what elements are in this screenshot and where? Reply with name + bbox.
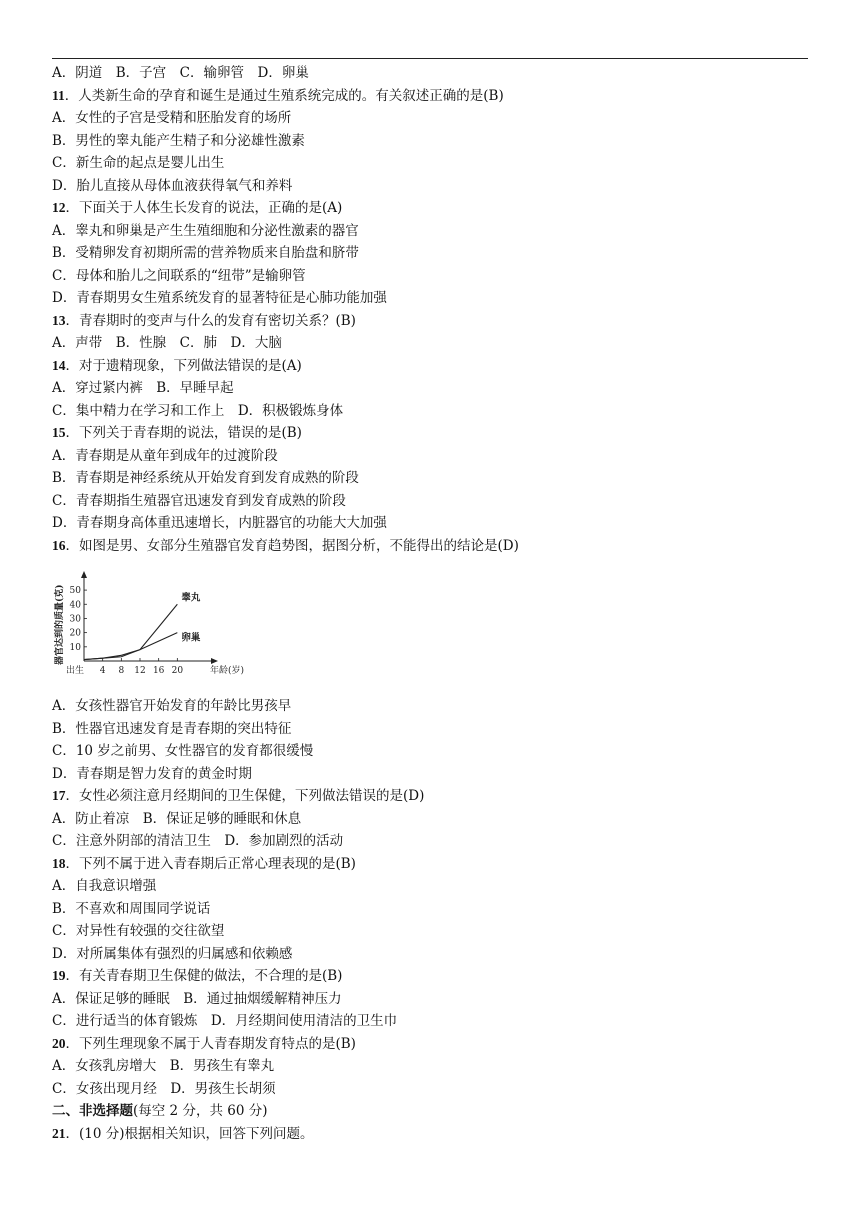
line-text: ．下列关于青春期的说法，错误的是(B): [65, 425, 302, 441]
option-line: [52, 107, 812, 130]
option-line: [52, 490, 812, 513]
x-axis-label: 年龄(岁): [210, 666, 245, 676]
option-line: [52, 220, 812, 243]
line-text: A．青春期是从童年到成年的过渡阶段: [52, 447, 278, 464]
option-line: [52, 377, 812, 400]
question-number: 19: [52, 968, 66, 983]
option-line: [52, 62, 812, 85]
line-text: A．女孩乳房增大 B．男孩生有睾丸: [52, 1058, 275, 1074]
x-tick-label: 8: [118, 666, 125, 676]
x-tick-label: 4: [99, 666, 106, 676]
option-line: [52, 400, 812, 423]
line-text: ．对于遗精现象，下列做法错误的是(A): [65, 357, 302, 374]
line-text: C．注意外阴部的清洁卫生 D．参加剧烈的活动: [52, 833, 344, 849]
line-text: C．进行适当的体育锻炼 D．月经期间使用清洁的卫生巾: [52, 1013, 398, 1029]
document-body: [52, 62, 812, 1145]
option-line: [52, 287, 812, 310]
option-line: [52, 718, 812, 741]
series-label: 卵巢: [181, 632, 201, 644]
question-number: 20: [52, 1035, 66, 1051]
line-text: C．新生命的起点是婴儿出生: [52, 155, 225, 171]
line-text: ．(10 分)根据相关知识，回答下列问题。: [65, 1125, 314, 1142]
question-number: 13: [52, 312, 66, 328]
line-text: C．青春期指生殖器官迅速发育到发育成熟的阶段: [52, 492, 346, 509]
line-text: C．集中精力在学习和工作上 D．积极锻炼身体: [52, 402, 344, 419]
question-stem: [52, 355, 812, 378]
chart-svg: [52, 557, 245, 695]
line-text: B．男性的睾丸能产生精子和分泌雄性激素: [52, 132, 305, 149]
option-line: [52, 740, 812, 763]
x-axis-arrow: [211, 658, 218, 664]
line-text: B．受精卵发育初期所需的营养物质来自胎盘和脐带: [52, 245, 359, 261]
option-line: [52, 1078, 812, 1101]
line-text: A．穿过紧内裤 B．早睡早起: [52, 380, 234, 396]
top-rule: [52, 58, 808, 59]
line-text: C．对异性有较强的交往欲望: [52, 923, 225, 939]
line-text: A．阴道 B．子宫 C．输卵管 D．卵巢: [52, 65, 309, 81]
line-text: A．保证足够的睡眠 B．通过抽烟缓解精神压力: [52, 990, 342, 1007]
option-line: [52, 242, 812, 265]
option-line: [52, 808, 812, 831]
line-text: A．自我意识增强: [52, 878, 157, 894]
question-stem: [52, 85, 812, 108]
y-tick-label: 10: [69, 642, 81, 653]
question-number: 21: [52, 1125, 66, 1141]
question-stem: [52, 197, 812, 220]
line-text: ．女性必须注意月经期间的卫生保健，下列做法错误的是(D): [65, 788, 425, 804]
option-line: [52, 332, 812, 355]
option-line: [52, 130, 812, 153]
line-text: D．胎儿直接从母体血液获得氧气和养料: [52, 177, 293, 194]
line-text: ．下列生理现象不属于人青春期发育特点的是(B): [65, 1035, 356, 1052]
line-text: D．青春期男女生殖系统发育的显著特征是心肺功能加强: [52, 290, 387, 306]
line-text: A．防止着凉 B．保证足够的睡眠和休息: [52, 810, 302, 827]
line-text: ．如图是男、女部分生殖器官发育趋势图，据图分析，不能得出的结论是(D): [65, 537, 519, 554]
x-tick-label: 16: [152, 666, 165, 676]
line-text: ．人类新生命的孕育和诞生是通过生殖系统完成的。有关叙述正确的是(B): [64, 87, 504, 104]
line-text: ．有关青春期卫生保健的做法，不合理的是(B): [65, 968, 343, 984]
question-stem: [52, 1123, 812, 1146]
question-stem: [52, 310, 812, 333]
question-stem: [52, 1033, 812, 1056]
option-line: [52, 763, 812, 786]
questions-part-1: [52, 62, 812, 557]
question-number: 11: [52, 87, 65, 103]
x-tick-label: 20: [171, 666, 184, 676]
line-text: ．下面关于人体生长发育的说法，正确的是(A): [65, 200, 343, 216]
y-tick-label: 30: [69, 614, 81, 625]
line-text: A．睾丸和卵巢是产生生殖细胞和分泌性激素的器官: [52, 222, 359, 239]
question-stem: [52, 785, 812, 808]
option-line: [52, 175, 812, 198]
line-text: C．10 岁之前男、女性器官的发育都很缓慢: [52, 743, 314, 759]
option-line: [52, 152, 812, 175]
question-number: 16: [52, 537, 66, 553]
option-line: [52, 830, 812, 853]
option-line: [52, 988, 812, 1011]
question-stem: [52, 853, 812, 876]
question-number: 17: [52, 788, 66, 803]
line-text: D．青春期身高体重迅速增长，内脏器官的功能大大加强: [52, 515, 387, 531]
line-text: B．性器官迅速发育是青春期的突出特征: [52, 720, 292, 737]
option-line: [52, 1010, 812, 1033]
line-text: D．对所属集体有强烈的归属感和依赖感: [52, 945, 293, 962]
option-line: [52, 445, 812, 468]
question-number: 14: [52, 357, 66, 373]
x-tick-label: 出生: [66, 666, 85, 676]
option-line: [52, 512, 812, 535]
section-heading: [52, 1100, 812, 1123]
line-text: A．女孩性器官开始发育的年龄比男孩早: [52, 698, 292, 714]
series-label: 睾丸: [181, 592, 201, 604]
option-line: [52, 695, 812, 718]
question-number: 18: [52, 855, 66, 871]
option-line: [52, 920, 812, 943]
y-axis-label: 器官达到的质量(克): [55, 584, 65, 665]
question-number: 15: [52, 425, 66, 440]
line-text: B．青春期是神经系统从开始发育到发育成熟的阶段: [52, 470, 359, 486]
questions-part-2: [52, 695, 812, 1145]
option-line: [52, 943, 812, 966]
x-tick-label: 12: [134, 666, 146, 676]
section-title: 二、非选择题: [52, 1103, 133, 1119]
option-line: [52, 898, 812, 921]
question-number: 12: [52, 200, 66, 215]
question-stem: [52, 535, 812, 558]
line-text: A．声带 B．性腺 C．肺 D．大脑: [52, 335, 282, 351]
question-stem: [52, 422, 812, 445]
question-stem: [52, 965, 812, 988]
line-text: C．女孩出现月经 D．男孩生长胡须: [52, 1080, 276, 1097]
y-tick-label: 40: [69, 600, 81, 611]
option-line: [52, 265, 812, 288]
series-line-ovary: [84, 633, 177, 660]
line-text: A．女性的子宫是受精和胚胎发育的场所: [52, 110, 292, 126]
y-axis-arrow: [81, 571, 87, 578]
option-line: [52, 467, 812, 490]
line-text: (每空 2 分，共 60 分): [133, 1103, 268, 1119]
line-text: C．母体和胎儿之间联系的“纽带”是输卵管: [52, 267, 306, 284]
y-tick-label: 50: [69, 586, 81, 597]
option-line: [52, 875, 812, 898]
option-line: [52, 1055, 812, 1078]
line-text: D．青春期是智力发育的黄金时期: [52, 765, 252, 782]
line-text: ．青春期时的变声与什么的发育有密切关系？(B): [65, 312, 356, 329]
organ-development-chart: [52, 557, 812, 695]
line-text: B．不喜欢和周围同学说话: [52, 900, 211, 917]
series-line-testis: [84, 604, 177, 659]
y-tick-label: 20: [69, 628, 81, 639]
line-text: ．下列不属于进入青春期后正常心理表现的是(B): [65, 855, 356, 872]
